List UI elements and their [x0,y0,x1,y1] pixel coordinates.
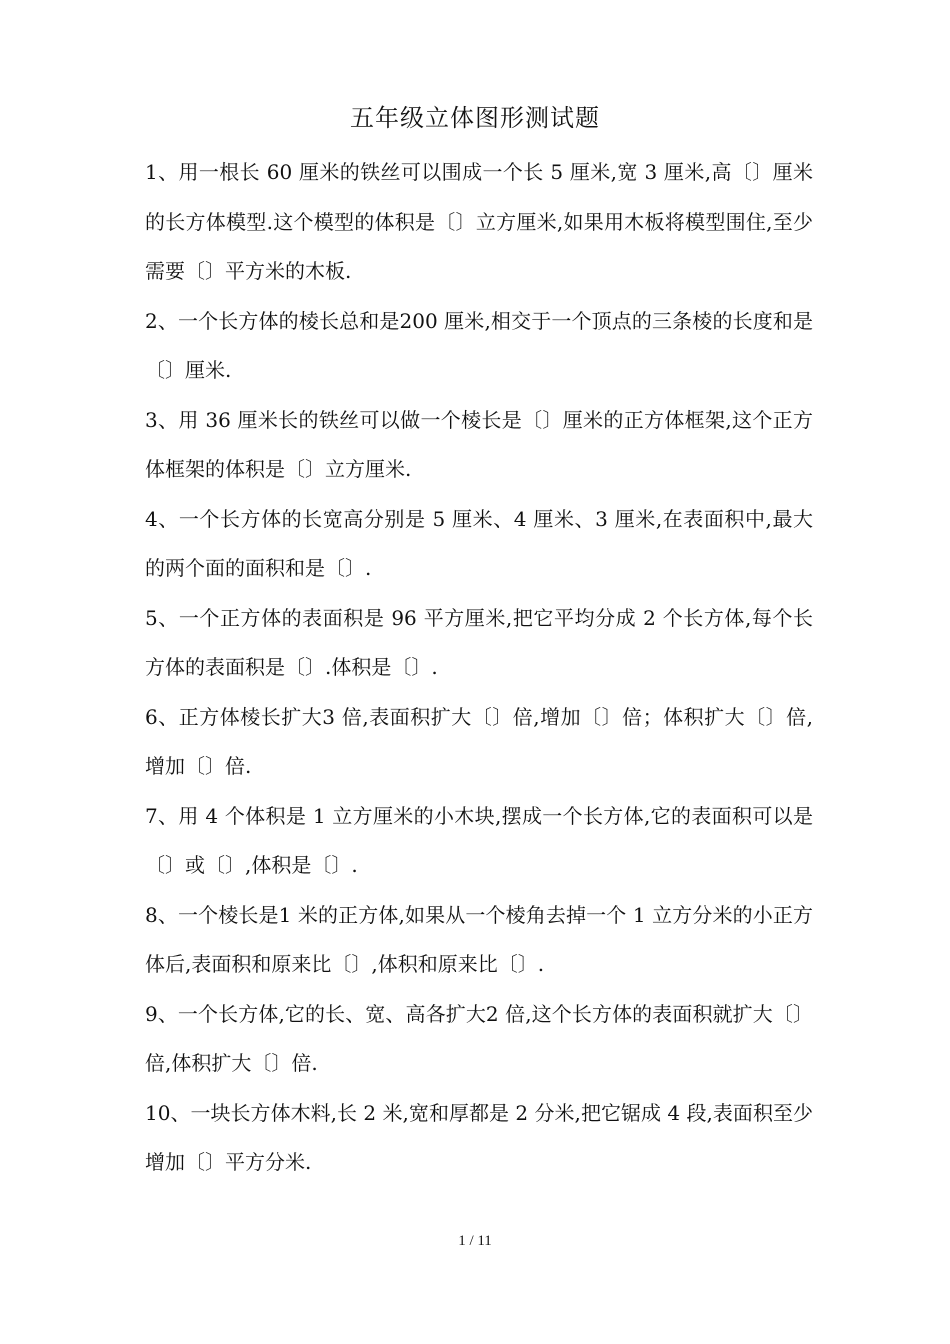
question-list [145,148,813,1188]
page-number: 1 / 11 [458,1233,492,1249]
question-9: 9、一个长方体,它的长、宽、高各扩大2 倍,这个长方体的表面积就扩大〔〕倍,体积扩大〔〕倍. [145,1001,813,1075]
question-5: 5、一个正方体的表面积是 96 平方厘米,把它平均分成 2 个长方体,每个长方体的表面积是〔〕.体积是〔〕. [145,605,813,679]
question-6: 6、正方体棱长扩大3 倍,表面积扩大〔〕倍,增加〔〕倍；体积扩大〔〕倍,增加〔〕倍. [145,704,813,778]
question-10: 10、一块长方体木料,长 2 米,宽和厚都是 2 分米,把它锯成 4 段,表面积至少增加〔〕平方分米. [145,1100,813,1174]
question-1: 1、用一根长 60 厘米的铁丝可以围成一个长 5 厘米,宽 3 厘米,高〔〕厘米的长方体模型.这个模型的体积是〔〕立方厘米,如果用木板将模型围住,至少需要〔〕平方米的木板. [145,160,813,283]
question-8: 8、一个棱长是1 米的正方体,如果从一个棱角去掉一个 1 立方分米的小正方体后,表面积和原来比〔〕,体积和原来比〔〕. [145,902,813,976]
question-7: 7、用 4 个体积是 1 立方厘米的小木块,摆成一个长方体,它的表面积可以是〔〕或〔〕,体积是〔〕. [145,803,813,877]
document-title: 五年级立体图形测试题 [350,104,600,132]
question-4: 4、一个长方体的长宽高分别是 5 厘米、4 厘米、3 厘米,在表面积中,最大的两个面的面积和是〔〕. [145,506,813,580]
question-3: 3、用 36 厘米长的铁丝可以做一个棱长是〔〕厘米的正方体框架,这个正方体框架的体积是〔〕立方厘米. [145,407,813,481]
question-2: 2、一个长方体的棱长总和是200 厘米,相交于一个顶点的三条棱的长度和是〔〕厘米. [145,308,813,382]
